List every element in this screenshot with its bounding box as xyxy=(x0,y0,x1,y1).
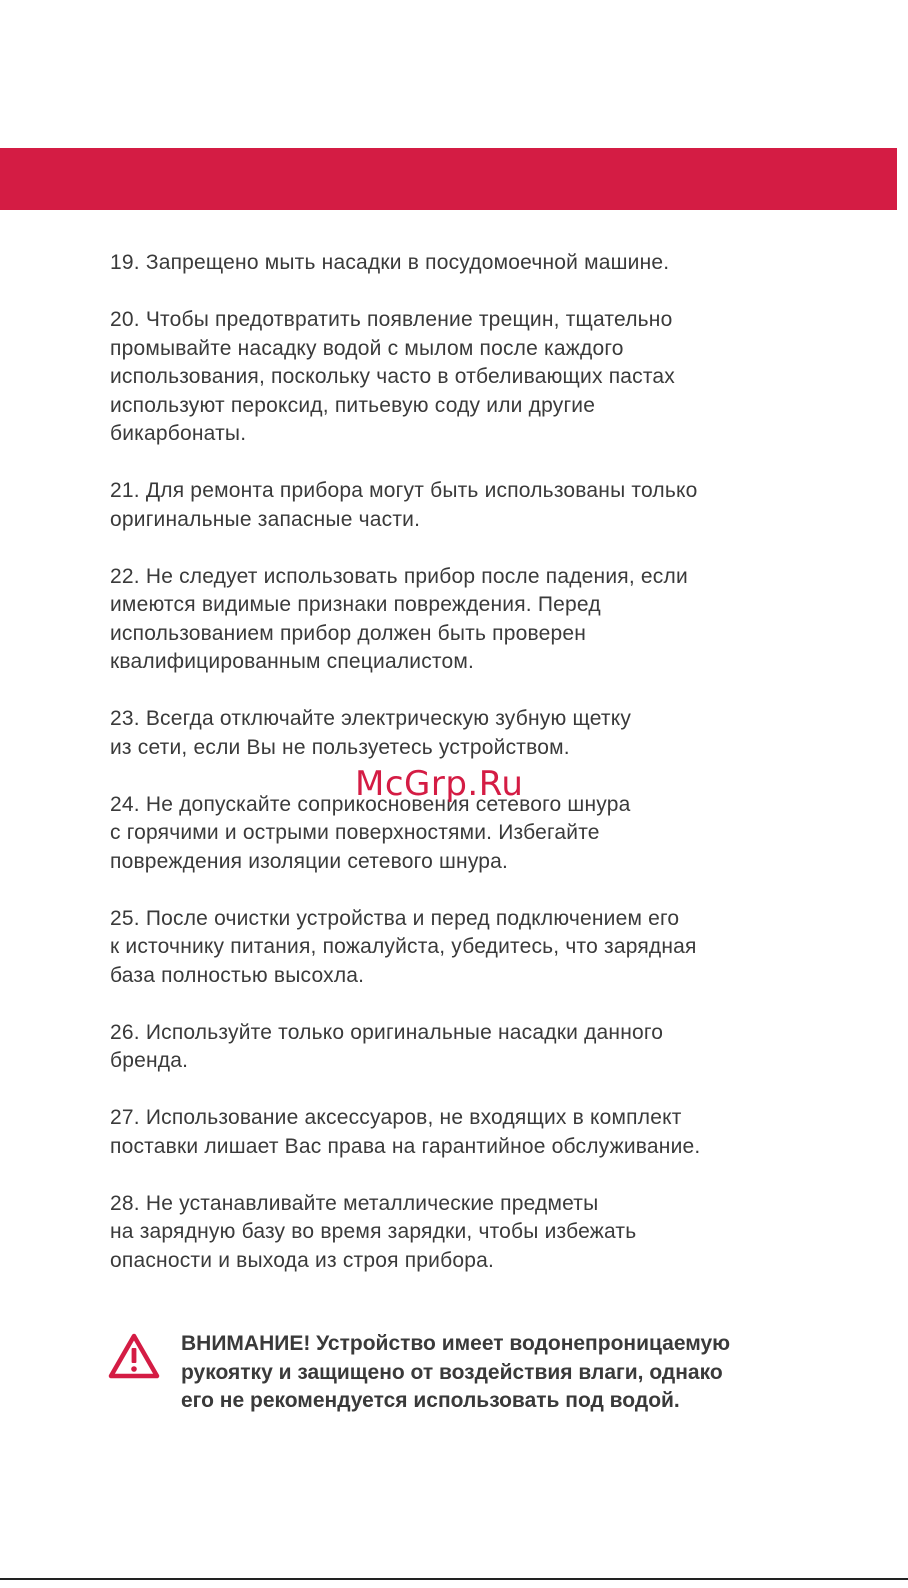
instruction-line: из сети, если Вы не пользуетесь устройством. xyxy=(110,735,570,759)
instruction-line: опасности и выхода из строя прибора. xyxy=(110,1248,495,1272)
instruction-22 xyxy=(110,563,810,677)
instruction-21 xyxy=(110,477,810,534)
instruction-line: имеются видимые признаки повреждения. Перед xyxy=(110,593,601,616)
instruction-line: промывайте насадку водой с мылом после каждого xyxy=(110,336,624,360)
instruction-line: с горячими и острыми поверхностями. Избегайте xyxy=(110,821,600,844)
instruction-line: 21. Для ремонта прибора могут быть использованы только xyxy=(110,479,698,502)
instruction-line: использования, поскольку часто в отбеливающих пастах xyxy=(110,365,676,388)
instruction-19 xyxy=(110,249,810,278)
warning-line: рукоятку и защищено от воздействия влаги, однако xyxy=(181,1360,723,1384)
instruction-line: 24. Не допускайте соприкосновения сетевого шнура xyxy=(110,792,631,816)
instruction-line: 22. Не следует использовать прибор после падения, если xyxy=(110,564,688,588)
instruction-25 xyxy=(110,905,810,991)
instruction-line: 20. Чтобы предотвратить появление трещин, тщательно xyxy=(110,308,673,331)
warning-line: ВНИМАНИЕ! Устройство имеет водонепроницаемую xyxy=(181,1332,731,1355)
bottom-rule xyxy=(0,1578,908,1580)
instruction-line: 25. После очистки устройства и перед подключением его xyxy=(110,906,680,930)
instruction-line: 19. Запрещено мыть насадки в посудомоечной машине. xyxy=(110,251,670,274)
instruction-23 xyxy=(110,705,810,762)
instruction-26 xyxy=(110,1019,810,1076)
instruction-28 xyxy=(110,1190,810,1276)
watermark: McGrp.Ru xyxy=(355,764,524,804)
instruction-27 xyxy=(110,1104,810,1161)
instruction-20 xyxy=(110,306,810,449)
instruction-line: бренда. xyxy=(110,1049,189,1072)
instruction-line: база полностью высохла. xyxy=(110,963,365,987)
instruction-line: 27. Использование аксессуаров, не входящих в комплект xyxy=(110,1106,682,1129)
instruction-line: квалифицированным специалистом. xyxy=(110,650,475,673)
warning-triangle-icon xyxy=(108,1332,160,1380)
instruction-line: 23. Всегда отключайте электрическую зубную щетку xyxy=(110,707,632,730)
instruction-line: 26. Используйте только оригинальные насадки данного xyxy=(110,1020,664,1044)
instruction-line: на зарядную базу во время зарядки, чтобы избежать xyxy=(110,1220,637,1243)
instruction-line: поставки лишает Вас права на гарантийное обслуживание. xyxy=(110,1134,701,1158)
instruction-line: повреждения изоляции сетевого шнура. xyxy=(110,849,509,873)
instruction-line: бикарбонаты. xyxy=(110,422,247,445)
instruction-line: оригинальные запасные части. xyxy=(110,507,421,531)
instruction-line: 28. Не устанавливайте металлические предметы xyxy=(110,1191,599,1215)
warning-text xyxy=(181,1330,730,1416)
instruction-line: к источнику питания, пожалуйста, убедитесь, что зарядная xyxy=(110,935,697,958)
warning-line: его не рекомендуется использовать под водой. xyxy=(181,1389,680,1412)
instruction-line: используют пероксид, питьевую соду или другие xyxy=(110,393,596,417)
header-band xyxy=(0,148,897,210)
instruction-line: использованием прибор должен быть проверен xyxy=(110,621,587,645)
